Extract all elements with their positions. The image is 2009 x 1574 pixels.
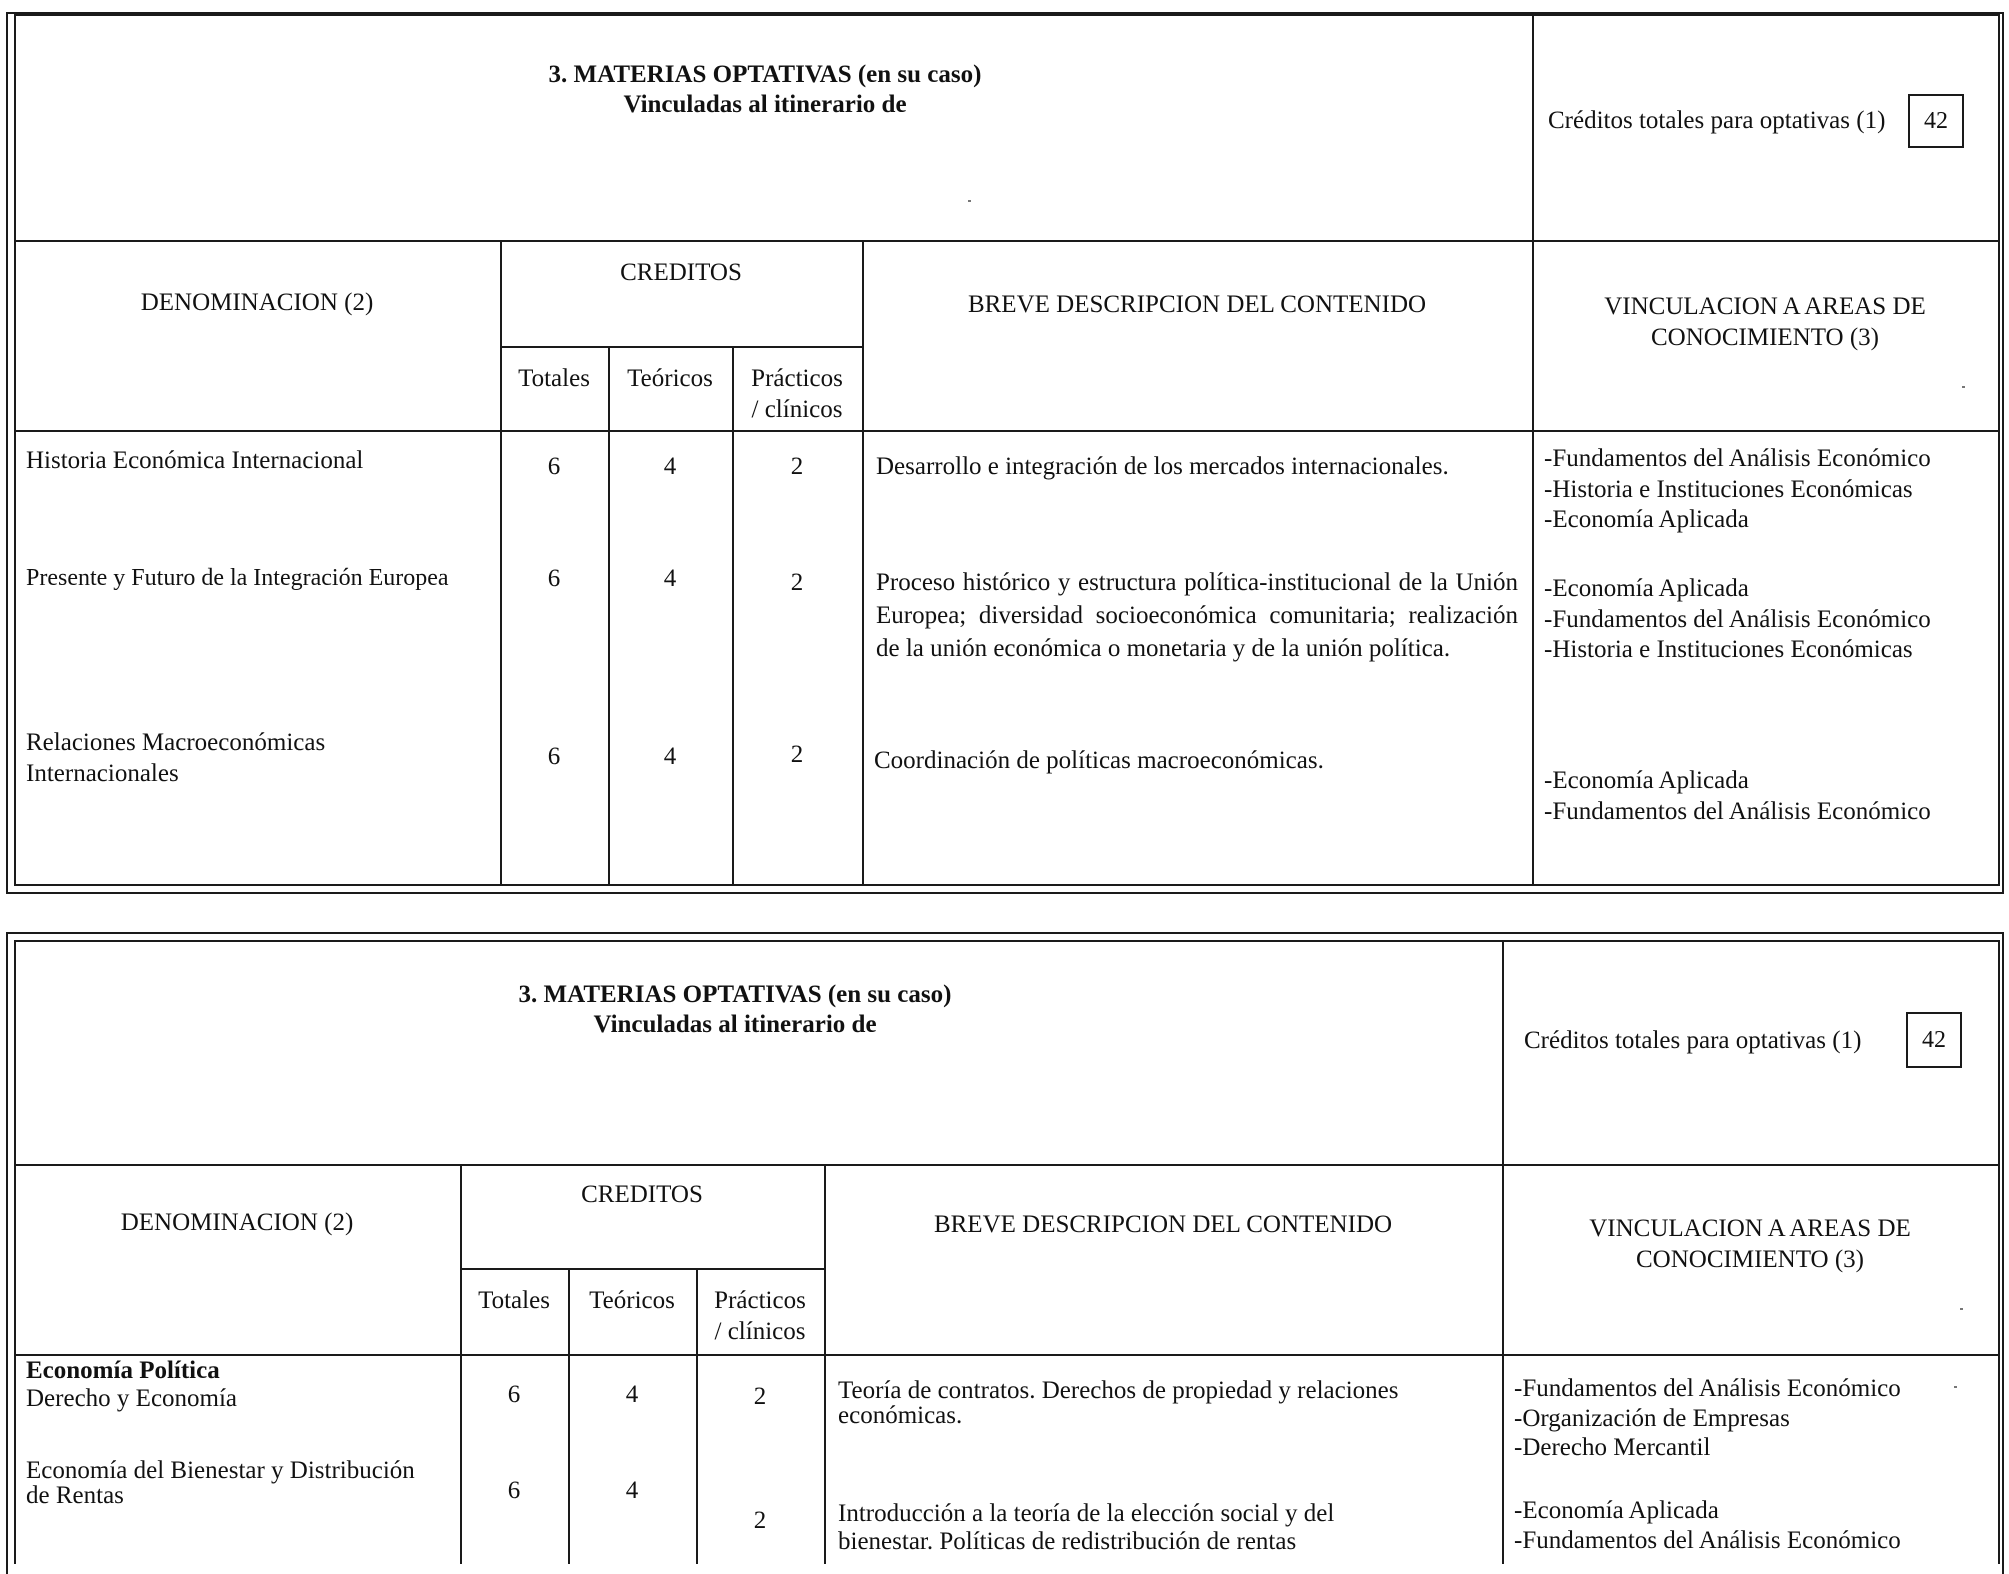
- section-title: 3. MATERIAS OPTATIVAS (en su caso): [518, 981, 952, 1008]
- subject-name: Historia Económica Internacional: [26, 447, 364, 474]
- subject-name: Relaciones Macroeconómicas Internacionales: [26, 729, 326, 787]
- knowledge-areas: -Economía Aplicada -Fundamentos del Análisis Económico -Historia e Instituciones Económicas: [1544, 575, 1931, 663]
- column-divider: [732, 346, 734, 884]
- credits-subheader-divider: [500, 346, 862, 348]
- credits-subheader-divider: [460, 1268, 824, 1270]
- table-border-left: [14, 14, 16, 884]
- subject-description: Introducción a la teoría de la elección social y del bienestar. Políticas de redistribución de rentas: [838, 1500, 1335, 1555]
- table-border-right: [1998, 14, 2000, 884]
- table-border-top: [14, 14, 2000, 16]
- column-header-denominacion: DENOMINACION (2): [120, 1209, 354, 1236]
- column-divider: [862, 240, 864, 884]
- credits-practicos: 2: [790, 569, 804, 596]
- column-header-creditos: CREDITOS: [581, 1181, 703, 1208]
- column-header-practicos: Prácticos / clínicos: [714, 1287, 806, 1345]
- credits-totales: 6: [547, 743, 561, 770]
- knowledge-areas: -Fundamentos del Análisis Económico -Historia e Instituciones Económicas -Economía Aplicada: [1544, 445, 1931, 533]
- credits-practicos: 2: [753, 1383, 767, 1410]
- scan-speck: [1960, 1308, 1963, 1310]
- section-subtitle: Vinculadas al itinerario de: [623, 91, 907, 118]
- column-header-denominacion: DENOMINACION (2): [140, 289, 374, 316]
- scan-speck: [1954, 1386, 1957, 1388]
- column-header-totales: Totales: [478, 1287, 550, 1314]
- credits-totales: 6: [507, 1381, 521, 1408]
- credits-teoricos: 4: [663, 453, 677, 480]
- table-border-right: [1998, 940, 2000, 1564]
- credits-practicos: 2: [790, 741, 804, 768]
- column-header-teoricos: Teóricos: [627, 365, 713, 392]
- credits-teoricos: 4: [663, 743, 677, 770]
- credits-teoricos: 4: [663, 565, 677, 592]
- credits-teoricos: 4: [625, 1477, 639, 1504]
- credits-practicos: 2: [790, 453, 804, 480]
- subject-description: Proceso histórico y estructura política-institucional de la Unión Europea; diversidad socioeconómica comunitaria; realización de la unión económica o monetaria y de la unión política.: [876, 569, 1518, 662]
- section-subtitle: Vinculadas al itinerario de: [593, 1011, 877, 1038]
- subject-name: Derecho y Economía: [26, 1385, 238, 1412]
- credits-total-label: Créditos totales para optativas (1): [1548, 107, 1886, 134]
- subject-description: Desarrollo e integración de los mercados internacionales.: [876, 453, 1449, 480]
- column-divider: [1532, 14, 1534, 884]
- credits-total-label: Créditos totales para optativas (1): [1524, 1027, 1862, 1054]
- column-header-descripcion: BREVE DESCRIPCION DEL CONTENIDO: [967, 291, 1427, 318]
- table-border-top: [14, 940, 2000, 942]
- header-divider: [14, 240, 2000, 242]
- scan-speck: [968, 200, 971, 202]
- table-border-left: [14, 940, 16, 1564]
- knowledge-areas: -Fundamentos del Análisis Económico -Organización de Empresas -Derecho Mercantil: [1514, 1375, 1901, 1461]
- credits-totales: 6: [507, 1477, 521, 1504]
- credits-total-value: 42: [1906, 1012, 1962, 1068]
- header-divider: [14, 1164, 2000, 1166]
- subject-name: Presente y Futuro de la Integración Europea: [26, 565, 449, 591]
- column-divider: [500, 240, 502, 884]
- column-header-descripcion: BREVE DESCRIPCION DEL CONTENIDO: [933, 1211, 1393, 1238]
- column-header-teoricos: Teóricos: [589, 1287, 675, 1314]
- column-header-creditos: CREDITOS: [620, 259, 742, 286]
- credits-total-value: 42: [1908, 94, 1964, 148]
- knowledge-areas: -Economía Aplicada -Fundamentos del Análisis Económico: [1544, 767, 1931, 825]
- scan-speck: [1962, 386, 1965, 388]
- column-divider: [608, 346, 610, 884]
- column-header-vinculacion: VINCULACION A AREAS DE CONOCIMIENTO (3): [1589, 1215, 1911, 1273]
- subject-group-label: Economía Política: [26, 1357, 220, 1384]
- subject-description: Teoría de contratos. Derechos de propiedad y relaciones económicas.: [838, 1377, 1399, 1429]
- subject-name: Economía del Bienestar y Distribución de Rentas: [26, 1457, 415, 1509]
- subject-description: Coordinación de políticas macroeconómicas.: [874, 747, 1324, 774]
- column-header-totales: Totales: [518, 365, 590, 392]
- column-header-vinculacion: VINCULACION A AREAS DE CONOCIMIENTO (3): [1604, 293, 1926, 351]
- credits-teoricos: 4: [625, 1381, 639, 1408]
- table-border-bottom: [14, 884, 2000, 886]
- section-title: 3. MATERIAS OPTATIVAS (en su caso): [548, 61, 982, 88]
- credits-practicos: 2: [753, 1507, 767, 1534]
- column-header-practicos: Prácticos / clínicos: [751, 365, 843, 423]
- knowledge-areas: -Economía Aplicada -Fundamentos del Análisis Económico: [1514, 1497, 1901, 1554]
- credits-totales: 6: [547, 565, 561, 592]
- header-body-divider: [14, 430, 2000, 432]
- credits-totales: 6: [547, 453, 561, 480]
